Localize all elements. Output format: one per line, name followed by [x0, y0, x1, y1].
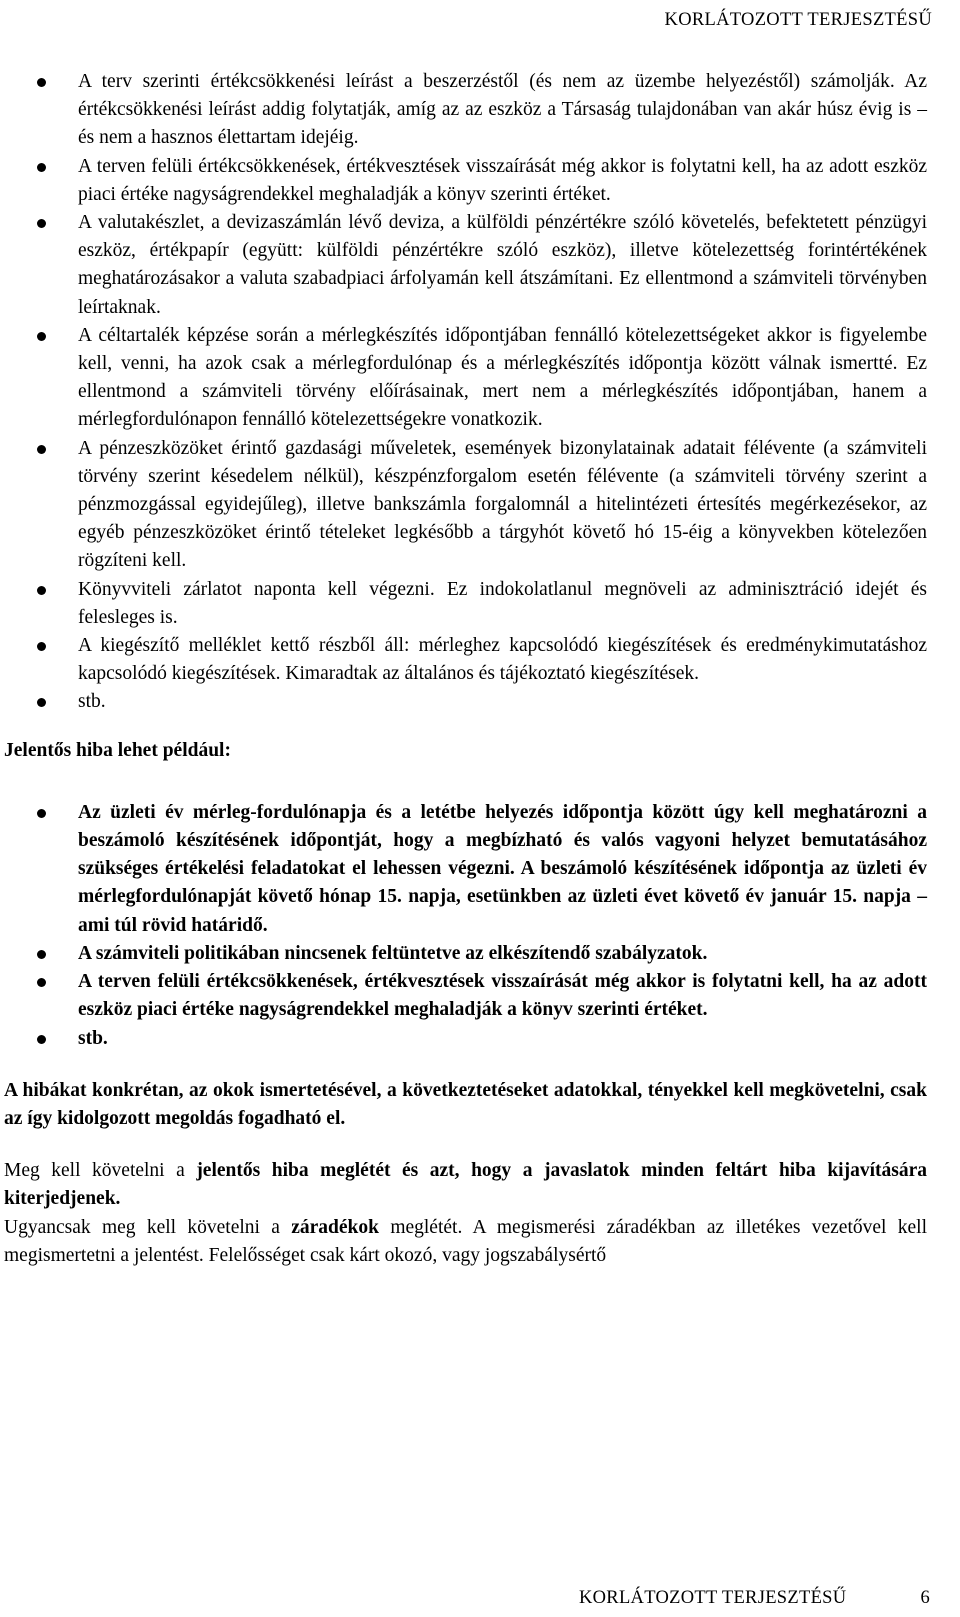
- list-item: [4, 968, 927, 1024]
- list-item: [4, 209, 927, 322]
- list-item-text: A terven felüli értékcsökkenések, értékvesztések visszaírását még akkor is folytatni kell, ha az adott eszköz piaci értéke nagyságrendekkel meghaladják a könyv szerinti értéket.: [78, 971, 927, 1021]
- list-item: [4, 576, 927, 632]
- paragraph-bold-text: jelentős hiba meglétét és azt, hogy a javaslatok minden feltárt hiba kijavítására kiterjedjenek.: [4, 1160, 927, 1210]
- bullet-icon: [37, 950, 46, 959]
- list-item-text: A számviteli politikában nincsenek feltüntetve az elkészítendő szabályzatok.: [78, 942, 708, 964]
- paragraph-text: Meg kell követelni a: [4, 1160, 197, 1182]
- paragraph-text: meglétét. A megismerési záradékban az illetékes vezetővel kell megismertetni a jelentést. Felelősséget csak kárt okozó, vagy jogszabálysértő: [4, 1216, 928, 1266]
- list-item-text: A pénzeszközöket érintő gazdasági műveletek, események bizonylatainak adatait félévente (a számviteli törvény szerint késedelem nélkül), készpénzforgalom esetén félévente (a számviteli törvény szerint a pénzmozgással egyidejűleg), illetve bankszámla forgalomnál a hitelintézeti értesítés megérkezésekor, az egyéb pénzeszközöket érintő tételeket legkésőbb a tárgyhót követő hó 15-éig a könyvekben kötelezően rögzíteni kell.: [78, 437, 927, 572]
- bullet-icon: [37, 809, 46, 818]
- bullet-icon: [37, 698, 46, 707]
- bullet-icon: [37, 586, 46, 595]
- list-item-text: Könyvviteli zárlatot naponta kell végezni. Ez indokolatlanul megnöveli az adminisztráció idejét és felesleges is.: [78, 578, 927, 628]
- page-footer: [579, 1584, 930, 1612]
- bullet-list-policy-issues: [4, 68, 927, 717]
- paragraph-clauses: [4, 1214, 927, 1270]
- bullet-icon: [37, 1035, 46, 1044]
- list-item-text: A céltartalék képzése során a mérlegkészítés időpontjában fennálló kötelezettségeket akkor is figyelembe kell, venni, ha azok csak a mérlegfordulónap és a mérlegkészítés időpontja között válnak ismertté. Ez ellentmond a számviteli törvény előírásainak, mert nem a mérlegkészítés időpontjában, hanem a mérlegfordulónapon fennálló kötelezettségekre vonatkozik.: [78, 324, 927, 431]
- bullet-icon: [37, 219, 46, 228]
- paragraph-bold-text: záradékok: [291, 1216, 379, 1238]
- list-item: [4, 322, 927, 435]
- page-number: 6: [920, 1588, 930, 1608]
- list-item: [4, 153, 927, 209]
- bullet-icon: [37, 332, 46, 341]
- list-item-text: Az üzleti év mérleg-fordulónapja és a letétbe helyezés időpontja között úgy kell meghatározni a beszámoló készítésének időpontját, hogy a megbízható és valós vagyoni helyzet bemutatásához szükséges értékelési feladatokat el lehessen végezni. A beszámoló készítésének időpontja az üzleti év mérlegfordulónapját követő hónap 15. napja, esetünkben az üzleti évet követő év január 15. napja – ami túl rövid határidő.: [78, 801, 927, 936]
- list-item: [4, 940, 927, 968]
- list-item-text: stb.: [78, 1027, 108, 1049]
- list-item: [4, 632, 927, 688]
- paragraph-requirements: A hibákat konkrétan, az okok ismertetésével, a következtetéseket adatokkal, tényekkel kell megkövetelni, csak az így kidolgozott megoldás fogadható el.: [4, 1079, 927, 1129]
- page-content: [4, 68, 927, 1270]
- list-item: [4, 688, 927, 716]
- list-item: [4, 68, 927, 153]
- paragraph-text: Ugyancsak meg kell követelni a: [4, 1216, 292, 1238]
- list-item-text: A valutakészlet, a devizaszámlán lévő deviza, a külföldi pénzértékre szóló követelés, befektetett pénzügyi eszköz, értékpapír (együtt: külföldi pénzértékre szóló eszköz), illetve kötelezettség forintértékének meghatározásakor a valuta szabadpiaci árfolyamán kell átszámítani. Ez ellentmond a számviteli törvényben leírtaknak.: [78, 212, 927, 318]
- bullet-list-significant-errors: [4, 799, 927, 1053]
- list-item: [4, 799, 927, 940]
- paragraph-significant-error: [4, 1157, 927, 1213]
- section-heading: Jelentős hiba lehet például:: [4, 739, 231, 761]
- bullet-icon: [37, 78, 46, 87]
- list-item-text: A kiegészítő melléklet kettő részből áll: mérleghez kapcsolódó kiegészítések és eredménykimutatáshoz kapcsolódó kiegészítések. Kimaradtak az általános és tájékoztató kiegészítések.: [78, 635, 927, 685]
- bullet-icon: [37, 163, 46, 172]
- bullet-icon: [37, 978, 46, 987]
- page-header: KORLÁTOZOTT TERJESZTÉSŰ: [664, 10, 932, 30]
- bullet-icon: [37, 642, 46, 651]
- list-item-text: A terven felüli értékcsökkenések, értékvesztések visszaírását még akkor is folytatni kell, ha az adott eszköz piaci értéke nagyságrendekkel meghaladják a könyv szerinti értéket.: [78, 155, 927, 205]
- list-item-text: stb.: [78, 691, 106, 713]
- list-item: [4, 435, 927, 576]
- list-item-text: A terv szerinti értékcsökkenési leírást a beszerzéstől (és nem az üzembe helyezéstől) számolják. Az értékcsökkenési leírást addig folytatják, amíg az az eszköz a Társaság tulajdonában van akár húsz évig is – és nem a hasznos élettartam idejéig.: [78, 71, 927, 149]
- bullet-icon: [37, 445, 46, 454]
- footer-title: KORLÁTOZOTT TERJESZTÉSŰ: [578, 1588, 847, 1608]
- list-item: [4, 1025, 927, 1053]
